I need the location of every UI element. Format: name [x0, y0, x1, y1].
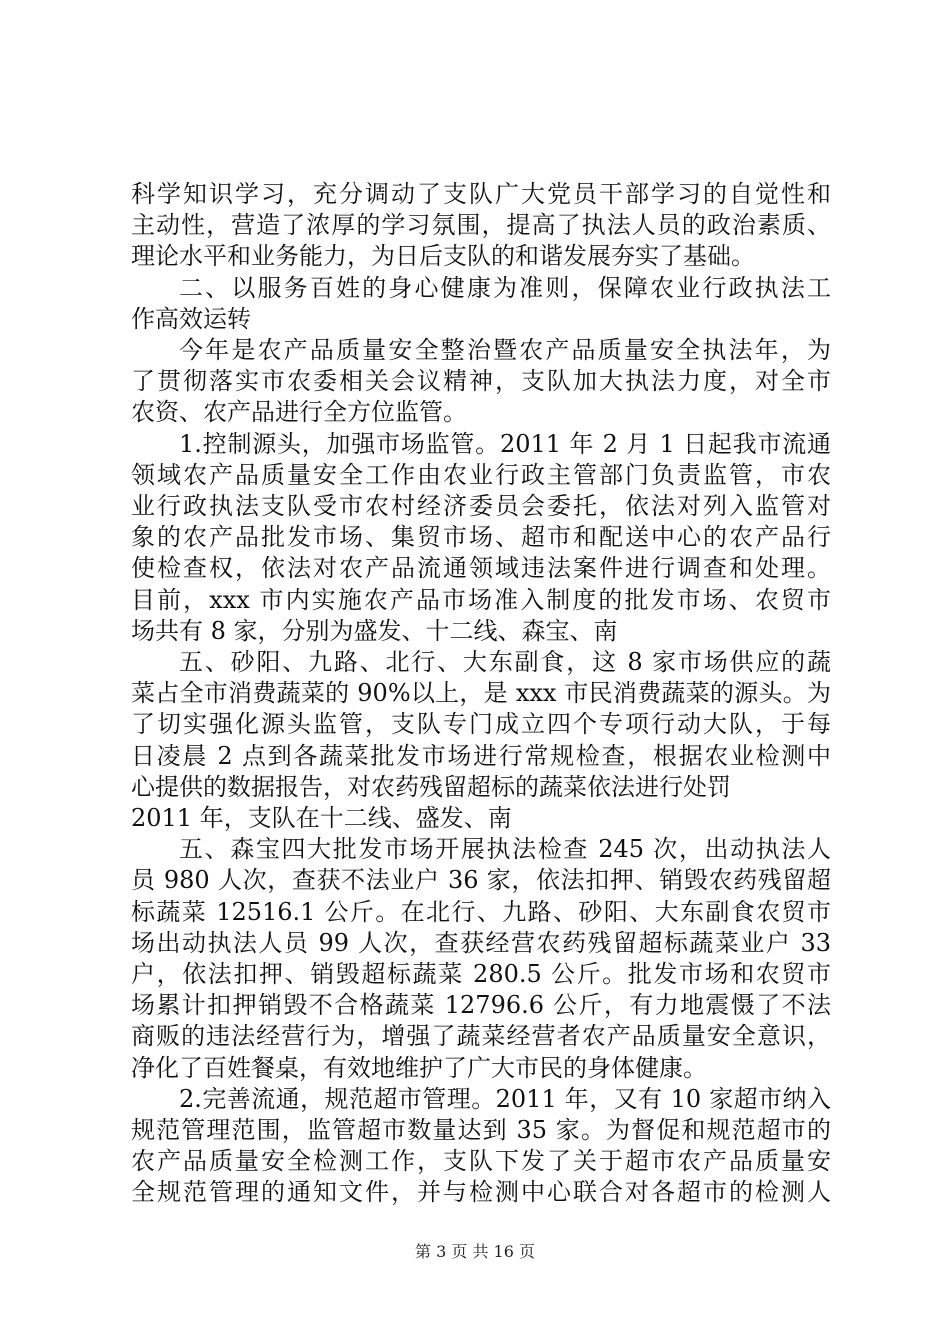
- body-text-line: 2011 年，支队在十二线、盛发、南: [131, 804, 512, 832]
- body-text-line: 规范管理范围，监管超市数量达到 35 家。为督促和规范超市的: [131, 1116, 831, 1144]
- body-text-line: 了贯彻落实市农委相关会议精神，支队加大执法力度，对全市: [131, 367, 831, 395]
- body-text-line: 2.完善流通，规范超市管理。2011 年，又有 10 家超市纳入: [179, 1085, 831, 1113]
- body-text-line: 五、森宝四大批发市场开展执法检查 245 次，出动执法人: [179, 835, 831, 863]
- body-text-line: 目前，xxx 市内实施农产品市场准入制度的批发市场、农贸市: [131, 586, 831, 614]
- page-number-footer: 第 3 页 共 16 页: [415, 1242, 535, 1261]
- body-text-line: 日凌晨 2 点到各蔬菜批发市场进行常规检查，根据农业检测中: [131, 742, 831, 770]
- body-text-line: 场共有 8 家，分别为盛发、十二线、森宝、南: [131, 617, 618, 645]
- body-text-line: 心提供的数据报告，对农药残留超标的蔬菜依法进行处罚: [131, 773, 731, 801]
- body-text-line: 理论水平和业务能力，为日后支队的和谐发展夯实了基础。: [131, 242, 755, 270]
- body-text-line: 全规范管理的通知文件，并与检测中心联合对各超市的检测人: [131, 1178, 831, 1206]
- body-text-line: 了切实强化源头监管，支队专门成立四个专项行动大队，于每: [131, 710, 831, 738]
- body-text-line: 领域农产品质量安全工作由农业行政主管部门负责监管，市农: [131, 461, 831, 489]
- body-text-line: 场出动执法人员 99 人次，查获经营农药残留超标蔬菜业户 33: [131, 929, 831, 957]
- body-text-line: 菜占全市消费蔬菜的 90%以上，是 xxx 市民消费蔬菜的源头。为: [131, 679, 831, 707]
- body-text-line: 农产品质量安全检测工作，支队下发了关于超市农产品质量安: [131, 1147, 831, 1175]
- body-text-line: 科学知识学习，充分调动了支队广大党员干部学习的自觉性和: [131, 180, 831, 208]
- section-heading-line: 作高效运转: [131, 305, 251, 333]
- body-text-line: 净化了百姓餐桌，有效地维护了广大市民的身体健康。: [131, 1054, 707, 1082]
- body-text-line: 员 980 人次，查获不法业户 36 家，依法扣押、销毁农药残留超: [131, 866, 831, 894]
- body-text-line: 1.控制源头，加强市场监管。2011 年 2 月 1 日起我市流通: [179, 430, 831, 458]
- body-text-line: 使检查权，依法对农产品流通领域违法案件进行调查和处理。: [131, 554, 831, 582]
- body-text-line: 业行政执法支队受市农村经济委员会委托，依法对列入监管对: [131, 492, 831, 520]
- body-text-line: 商贩的违法经营行为，增强了蔬菜经营者农产品质量安全意识，: [131, 1022, 831, 1050]
- body-text-line: 农资、农产品进行全方位监管。: [131, 398, 467, 426]
- body-text-line: 标蔬菜 12516.1 公斤。在北行、九路、砂阳、大东副食农贸市: [131, 898, 831, 926]
- body-text-line: 主动性，营造了浓厚的学习氛围，提高了执法人员的政治素质、: [131, 211, 831, 239]
- body-text-line: 场累计扣押销毁不合格蔬菜 12796.6 公斤，有力地震慑了不法: [131, 991, 831, 1019]
- body-text-line: 象的农产品批发市场、集贸市场、超市和配送中心的农产品行: [131, 523, 831, 551]
- body-text-line: 今年是农产品质量安全整治暨农产品质量安全执法年，为: [179, 336, 831, 364]
- section-heading-line: 二、以服务百姓的身心健康为准则，保障农业行政执法工: [179, 274, 831, 302]
- body-text-line: 五、砂阳、九路、北行、大东副食，这 8 家市场供应的蔬: [179, 648, 831, 676]
- body-text-line: 户，依法扣押、销毁超标蔬菜 280.5 公斤。批发市场和农贸市: [131, 960, 831, 988]
